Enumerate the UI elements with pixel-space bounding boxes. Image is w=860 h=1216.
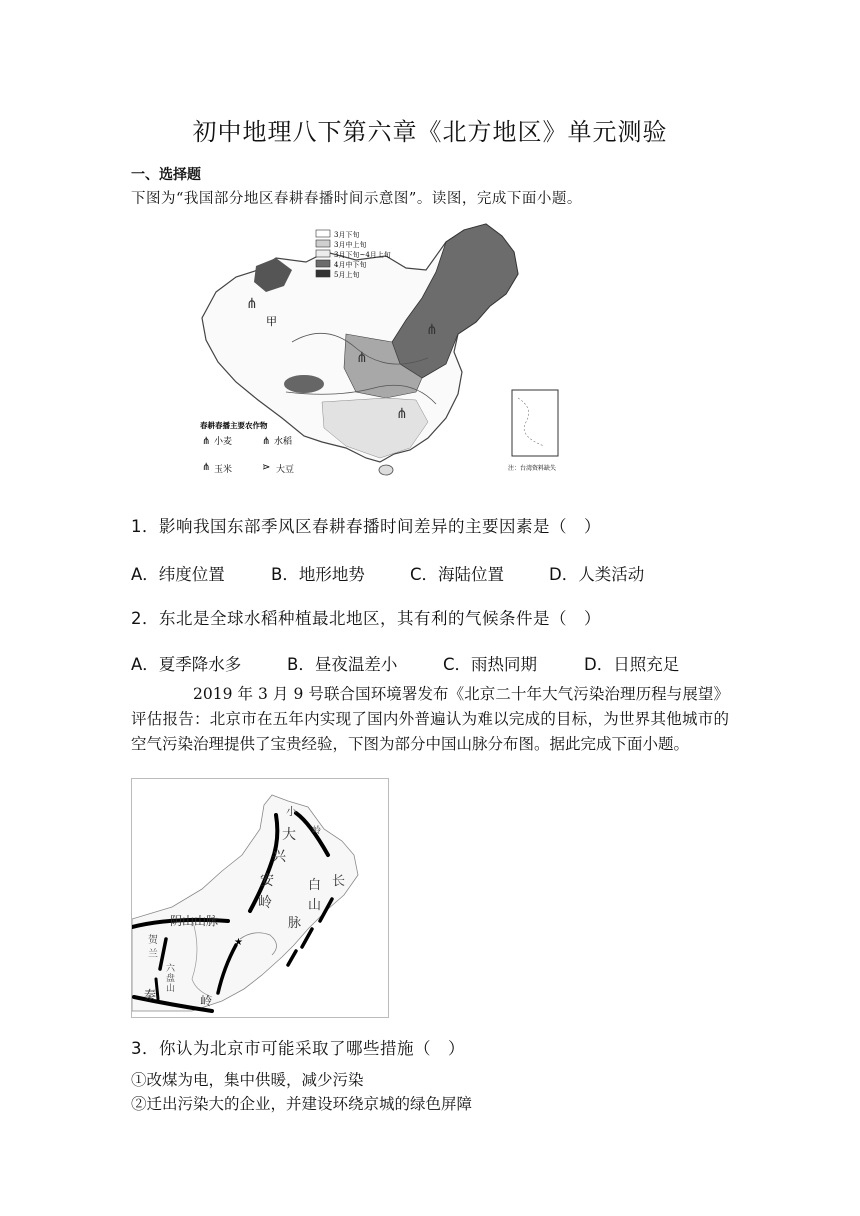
question-3-stem: 3．你认为北京市可能采取了哪些措施（ ） [131,1039,465,1058]
label-an: 安 [260,873,274,889]
mountain-ranges-map-svg [132,779,388,1017]
spring-planting-map [196,222,562,484]
label-liu: 六 [166,964,176,974]
spring-planting-map-svg [196,222,562,484]
rice-icon: ⋔ [356,350,368,366]
label-chang: 长 [332,874,346,889]
label-pan: 盘 [166,974,176,984]
question-2-stem: 2．东北是全球水稻种植最北地区，其有利的气候条件是（ ） [131,609,601,628]
q1-option-d[interactable]: D．人类活动 [549,565,645,584]
reading-passage-text: 2019 年 3 月 9 号联合国环境署发布《北京二十年大气污染治理历程与展望》评估报告：北京市在五年内实现了国内外普遍认为难以完成的目标，为世界其他城市的空气污染治理提供了宝贵经验，下图为部分中国山脉分布图。据此完成下面小题。 [131,685,729,753]
beijing-star-icon: ★ [234,937,243,948]
label-mai: 脉 [288,916,302,931]
corn-icon: ⋔ [426,322,438,338]
q3-statement-2: ②迁出污染大的企业，并建设环绕京城的绿色屏障 [131,1095,473,1113]
hainan-island [379,465,393,475]
reading-passage [131,682,729,757]
map-note: 注：台湾资料缺失 [508,465,557,472]
q2-option-d[interactable]: D．日照充足 [584,655,680,674]
label-da: 大 [282,827,296,843]
q1-option-a[interactable]: A．纬度位置 [131,565,225,584]
label-yinshan: 阴山山脉 [170,914,219,928]
q1-option-b[interactable]: B．地形地势 [271,565,365,584]
label-xing: 兴 [272,849,286,865]
label-shan: 山 [308,898,322,913]
crop-corn-label: 玉米 [214,465,233,475]
legend-label-5: 5月上旬 [334,271,360,279]
crop-rice-label: 水稻 [274,437,293,447]
label-shan2: 山 [166,984,176,994]
label-ling: 岭 [258,895,272,911]
legend-label-3: 3月下旬~4月上旬 [334,251,391,259]
label-xiao: 小 [286,805,297,818]
crop-soybean-label: 大豆 [276,465,295,475]
tibet-shaded-region [284,375,324,393]
q2-option-b[interactable]: B．昼夜温差小 [287,655,398,674]
q2-option-a[interactable]: A．夏季降水多 [131,655,242,674]
question-1-options [131,561,644,585]
wheat-icon: ⋔ [246,296,258,312]
crop-wheat-label: 小麦 [214,437,233,447]
label-lan: 兰 [148,949,158,960]
mountain-ranges-map [131,778,389,1018]
label-ling2: 岭 [312,826,322,836]
wheat-icon: ⋔ [202,436,211,447]
crops-title: 春耕春播主要农作物 [200,421,268,430]
label-qin: 秦 [144,988,157,1002]
legend-label-2: 3月中上旬 [334,241,367,249]
question-1-stem: 1．影响我国东部季风区春耕春播时间差异的主要因素是（ ） [131,517,601,536]
q1-option-c[interactable]: C．海陆位置 [410,565,505,584]
legend-label-1: 3月下旬 [334,231,360,239]
label-ling3: 岭 [200,994,213,1008]
region-label-jia: 甲 [266,315,277,328]
q3-statement-1: ①改煤为电，集中供暖，减少污染 [131,1071,364,1089]
soybean-icon: ⋗ [262,462,271,473]
south-china-sea-inset [512,390,558,456]
page-title: 初中地理八下第六章《北方地区》单元测验 [192,118,668,146]
label-bai: 白 [308,878,322,893]
liupan-range [156,979,158,999]
q2-option-c[interactable]: C．雨热同期 [443,655,538,674]
section-heading: 一、选择题 [131,167,201,183]
rice-icon: ⋔ [396,406,408,422]
question-intro: 下图为“我国部分地区春耕春播时间示意图”。读图，完成下面小题。 [131,191,582,207]
corn-icon: ⋔ [202,462,211,473]
legend-label-4: 4月中下旬 [334,261,367,269]
rice-icon: ⋔ [262,436,271,447]
question-2-options [131,651,679,675]
label-he: 贺 [148,935,158,946]
